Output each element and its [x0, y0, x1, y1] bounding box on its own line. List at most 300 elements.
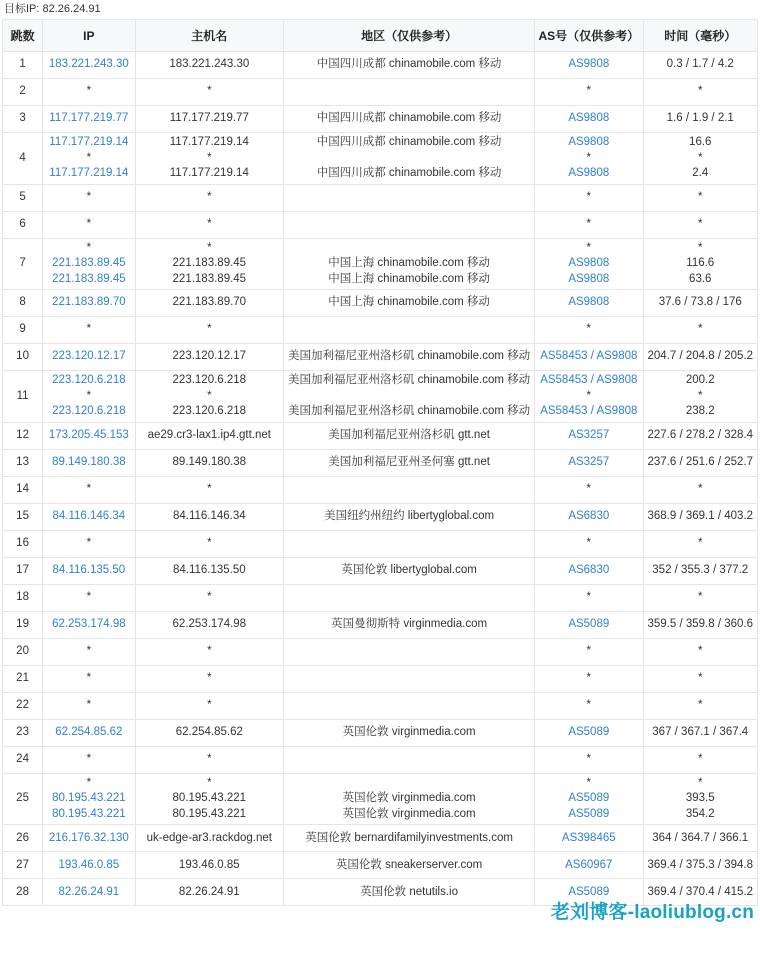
cell-region — [284, 211, 535, 238]
cell-ip-line: 80.195.43.221 — [52, 807, 126, 820]
cell-hop: 11 — [3, 371, 43, 423]
cell-hostname — [135, 184, 284, 211]
cell-ip-line: 223.120.6.218 — [52, 405, 126, 418]
table-header — [3, 20, 758, 52]
cell-hostname — [135, 79, 284, 106]
cell-time-line: * — [698, 536, 703, 549]
cell-ip-line: 62.253.174.98 — [52, 617, 126, 630]
cell-hostname-line: * — [207, 217, 212, 230]
cell-asn-line: AS9808 — [568, 112, 610, 125]
cell-region — [284, 879, 535, 906]
cell-asn — [535, 638, 643, 665]
cell-asn — [535, 449, 643, 476]
cell-asn — [535, 371, 643, 423]
cell-hostname — [135, 449, 284, 476]
cell-region-line: 美国加利福尼亚州圣何塞 gtt.net — [328, 455, 490, 468]
cell-ip — [43, 852, 135, 879]
cell-time — [643, 449, 758, 476]
cell-region-line: 美国加利福尼亚州洛杉矶 chinamobile.com 移动 — [287, 350, 531, 363]
cell-time-line: 227.6 / 278.2 / 328.4 — [647, 428, 753, 441]
cell-time-line: 368.9 / 369.1 / 403.2 — [647, 509, 753, 522]
cell-asn — [535, 133, 643, 185]
table-row — [3, 825, 758, 852]
cell-ip-line: * — [86, 536, 92, 549]
cell-ip-line: 82.26.24.91 — [58, 885, 120, 898]
column-header-asn: AS号（仅供参考） — [535, 20, 643, 52]
cell-time-line: 37.6 / 73.8 / 176 — [658, 296, 742, 309]
cell-ip — [43, 692, 135, 719]
cell-ip-line: 216.176.32.130 — [48, 831, 129, 844]
table-row — [3, 79, 758, 106]
cell-ip-line: 223.120.12.17 — [52, 350, 126, 363]
cell-ip — [43, 825, 135, 852]
table-row — [3, 638, 758, 665]
cell-time-line: 237.6 / 251.6 / 252.7 — [647, 455, 753, 468]
cell-hop: 5 — [3, 184, 43, 211]
cell-hostname-line: 221.183.89.45 — [172, 272, 247, 285]
cell-region-line: 中国四川成都 chinamobile.com 移动 — [316, 112, 502, 125]
cell-region — [284, 52, 535, 79]
cell-ip — [43, 133, 135, 185]
cell-ip — [43, 773, 135, 825]
cell-time — [643, 476, 758, 503]
cell-hop: 9 — [3, 317, 43, 344]
cell-time — [643, 773, 758, 825]
cell-time — [643, 692, 758, 719]
cell-asn — [535, 665, 643, 692]
cell-ip-line: 183.221.243.30 — [48, 58, 129, 71]
cell-ip — [43, 638, 135, 665]
cell-time-line: 116.6 — [686, 257, 715, 270]
cell-asn-line: * — [586, 241, 592, 254]
cell-ip — [43, 184, 135, 211]
cell-hop: 19 — [3, 611, 43, 638]
cell-hostname-line: * — [207, 190, 212, 203]
cell-time — [643, 503, 758, 530]
cell-asn-line: * — [586, 323, 592, 336]
cell-asn — [535, 317, 643, 344]
table-row — [3, 503, 758, 530]
cell-hostname — [135, 692, 284, 719]
cell-hostname-line: 221.183.89.45 — [172, 257, 247, 270]
cell-region-line: 中国上海 chinamobile.com 移动 — [328, 296, 490, 309]
cell-region — [284, 371, 535, 423]
cell-time-line: 393.5 — [685, 792, 715, 805]
cell-time-line: 369.4 / 370.4 / 415.2 — [647, 885, 753, 898]
cell-time-line: * — [698, 590, 703, 603]
cell-asn-line: AS60967 — [565, 858, 613, 871]
watermark: 老刘博客-laoliublog.cn — [550, 902, 754, 923]
cell-region-line: 英国曼彻斯特 virginmedia.com — [331, 617, 488, 630]
cell-asn-line: AS5089 — [568, 792, 610, 805]
cell-asn-line: * — [586, 776, 592, 789]
table-row — [3, 184, 758, 211]
cell-hostname — [135, 371, 284, 423]
cell-hop: 3 — [3, 106, 43, 133]
cell-hostname — [135, 719, 284, 746]
cell-hostname-line: 84.116.135.50 — [172, 563, 246, 576]
cell-ip-line: * — [86, 752, 92, 765]
cell-region-line: 中国四川成都 chinamobile.com 移动 — [316, 58, 502, 71]
cell-hostname — [135, 746, 284, 773]
cell-ip-line: * — [86, 776, 92, 789]
cell-asn — [535, 476, 643, 503]
cell-hop: 14 — [3, 476, 43, 503]
cell-time — [643, 211, 758, 238]
cell-asn-line: * — [586, 217, 592, 230]
cell-time — [643, 290, 758, 317]
cell-time-line: 367 / 367.1 / 367.4 — [652, 725, 749, 738]
cell-time-line: * — [698, 752, 703, 765]
cell-hostname — [135, 503, 284, 530]
cell-hop: 25 — [3, 773, 43, 825]
cell-time — [643, 879, 758, 906]
cell-hostname-line: 62.253.174.98 — [172, 617, 247, 630]
table-row — [3, 422, 758, 449]
cell-hop: 13 — [3, 449, 43, 476]
cell-ip — [43, 79, 135, 106]
table-row — [3, 530, 758, 557]
cell-time — [643, 79, 758, 106]
cell-ip — [43, 422, 135, 449]
cell-ip — [43, 476, 135, 503]
cell-asn-line: AS6830 — [568, 509, 610, 522]
cell-time-line: 238.2 — [685, 405, 715, 418]
cell-hostname-line: 80.195.43.221 — [172, 807, 247, 820]
table-row — [3, 52, 758, 79]
cell-time — [643, 317, 758, 344]
table-row — [3, 719, 758, 746]
cell-region-line: 中国四川成都 chinamobile.com 移动 — [316, 167, 502, 180]
cell-hostname-line: 193.46.0.85 — [178, 858, 240, 871]
cell-hostname-line: * — [207, 698, 212, 711]
cell-region — [284, 557, 535, 584]
cell-hostname-line: * — [207, 151, 212, 164]
cell-ip-line: * — [86, 241, 92, 254]
cell-region — [284, 503, 535, 530]
cell-hostname — [135, 106, 284, 133]
table-row — [3, 371, 758, 423]
cell-hostname-line: 183.221.243.30 — [169, 58, 250, 71]
cell-region — [284, 773, 535, 825]
cell-ip — [43, 665, 135, 692]
cell-hop: 28 — [3, 879, 43, 906]
cell-hop: 10 — [3, 344, 43, 371]
cell-time-line: * — [698, 151, 703, 164]
cell-asn — [535, 503, 643, 530]
cell-ip-line: 193.46.0.85 — [58, 858, 120, 871]
cell-hostname-line: * — [207, 590, 212, 603]
table-row — [3, 557, 758, 584]
cell-asn-line: AS6830 — [568, 563, 610, 576]
cell-region — [284, 825, 535, 852]
cell-time-line: 0.3 / 1.7 / 4.2 — [666, 58, 734, 71]
cell-hop: 1 — [3, 52, 43, 79]
cell-hostname — [135, 211, 284, 238]
cell-hostname-line: 82.26.24.91 — [178, 885, 240, 898]
cell-region — [284, 422, 535, 449]
cell-hop: 8 — [3, 290, 43, 317]
cell-asn-line: AS9808 — [568, 272, 610, 285]
cell-region-line: 英国伦敦 netutils.io — [360, 885, 458, 898]
cell-asn — [535, 692, 643, 719]
cell-time-line: * — [698, 776, 703, 789]
cell-ip — [43, 344, 135, 371]
cell-ip-line: 117.177.219.77 — [49, 112, 129, 125]
cell-hostname — [135, 584, 284, 611]
cell-hostname-line: 117.177.219.14 — [169, 136, 249, 149]
cell-time-line: 352 / 355.3 / 377.2 — [652, 563, 749, 576]
cell-time — [643, 852, 758, 879]
cell-hop: 20 — [3, 638, 43, 665]
cell-region-line: 中国上海 chinamobile.com 移动 — [328, 272, 490, 285]
cell-time-line: * — [698, 698, 703, 711]
cell-asn — [535, 530, 643, 557]
cell-region — [284, 530, 535, 557]
cell-ip-line: 84.116.146.34 — [52, 509, 126, 522]
cell-hostname-line: 80.195.43.221 — [172, 792, 247, 805]
column-header-region: 地区（仅供参考） — [284, 20, 535, 52]
cell-hostname-line: * — [207, 323, 212, 336]
cell-region-line: 英国伦敦 libertyglobal.com — [341, 563, 477, 576]
cell-ip — [43, 503, 135, 530]
cell-time-line: 63.6 — [689, 272, 712, 285]
cell-asn — [535, 290, 643, 317]
table-row — [3, 852, 758, 879]
cell-hostname — [135, 290, 284, 317]
cell-hostname — [135, 422, 284, 449]
table-row — [3, 746, 758, 773]
cell-time — [643, 665, 758, 692]
cell-ip-line: * — [86, 85, 92, 98]
cell-asn-line: * — [586, 536, 592, 549]
cell-ip-line: 221.183.89.45 — [52, 257, 126, 270]
cell-region — [284, 290, 535, 317]
table-row — [3, 879, 758, 906]
cell-asn — [535, 79, 643, 106]
cell-time — [643, 422, 758, 449]
column-header-hop: 跳数 — [3, 20, 43, 52]
cell-ip — [43, 211, 135, 238]
cell-hop: 21 — [3, 665, 43, 692]
cell-time-line: 204.7 / 204.8 / 205.2 — [647, 350, 753, 363]
cell-hostname — [135, 238, 284, 290]
cell-asn-line: * — [586, 85, 592, 98]
cell-ip-line: 117.177.219.14 — [49, 167, 129, 180]
cell-time-line: * — [698, 482, 703, 495]
cell-time-line: * — [698, 190, 703, 203]
cell-time — [643, 133, 758, 185]
cell-hop: 7 — [3, 238, 43, 290]
cell-ip — [43, 52, 135, 79]
cell-hop: 16 — [3, 530, 43, 557]
cell-time — [643, 638, 758, 665]
cell-asn-line: AS9808 — [568, 296, 610, 309]
cell-ip — [43, 746, 135, 773]
cell-hostname-line: uk-edge-ar3.rackdog.net — [146, 831, 272, 844]
cell-region-line: 英国伦敦 bernardifamilyinvestments.com — [305, 831, 513, 844]
column-header-time: 时间（毫秒） — [643, 20, 758, 52]
cell-region-line: 英国伦敦 sneakerserver.com — [335, 858, 483, 871]
cell-region-line: 英国伦敦 virginmedia.com — [342, 792, 476, 805]
table-row — [3, 476, 758, 503]
cell-time-line: 364 / 364.7 / 366.1 — [652, 831, 749, 844]
cell-asn-line: * — [586, 389, 592, 402]
cell-region — [284, 449, 535, 476]
cell-region-line — [286, 151, 532, 167]
cell-hostname — [135, 638, 284, 665]
traceroute-table — [2, 19, 758, 906]
cell-hostname — [135, 317, 284, 344]
cell-time — [643, 184, 758, 211]
cell-time-line: * — [698, 671, 703, 684]
cell-asn-line: AS5089 — [568, 725, 610, 738]
cell-hostname — [135, 825, 284, 852]
cell-hostname-line: * — [207, 671, 212, 684]
cell-time — [643, 825, 758, 852]
cell-region-line — [286, 389, 532, 405]
cell-region — [284, 692, 535, 719]
table-row — [3, 611, 758, 638]
cell-region — [284, 852, 535, 879]
cell-hostname-line: * — [207, 752, 212, 765]
cell-time-line: 200.2 — [685, 374, 715, 387]
cell-asn — [535, 344, 643, 371]
cell-time-line: 1.6 / 1.9 / 2.1 — [666, 112, 734, 125]
cell-asn-line: AS58453 / AS9808 — [540, 374, 638, 387]
cell-asn — [535, 106, 643, 133]
cell-time — [643, 530, 758, 557]
cell-region-line: 英国伦敦 virginmedia.com — [342, 725, 476, 738]
cell-ip — [43, 557, 135, 584]
cell-ip-line: 221.183.89.45 — [52, 272, 126, 285]
cell-asn-line: AS3257 — [568, 455, 610, 468]
cell-region — [284, 317, 535, 344]
cell-time-line: 2.4 — [692, 167, 709, 180]
cell-time-line: * — [698, 85, 703, 98]
cell-hostname-line: ae29.cr3-lax1.ip4.gtt.net — [147, 428, 271, 441]
cell-asn-line: * — [586, 752, 592, 765]
cell-ip-line: * — [86, 151, 92, 164]
cell-time — [643, 371, 758, 423]
table-header-row — [3, 20, 758, 52]
cell-region — [284, 106, 535, 133]
cell-ip-line: 89.149.180.38 — [52, 455, 126, 468]
cell-time — [643, 238, 758, 290]
cell-asn-line: AS9808 — [568, 257, 610, 270]
cell-hostname-line: 62.254.85.62 — [175, 725, 243, 738]
cell-asn — [535, 879, 643, 906]
cell-ip — [43, 106, 135, 133]
cell-hostname-line: 223.120.12.17 — [172, 350, 247, 363]
cell-ip-line: * — [86, 671, 92, 684]
cell-ip — [43, 449, 135, 476]
cell-hostname — [135, 52, 284, 79]
cell-hostname — [135, 852, 284, 879]
table-row — [3, 344, 758, 371]
cell-ip-line: * — [86, 217, 92, 230]
cell-hostname-line: * — [207, 85, 212, 98]
table-row — [3, 106, 758, 133]
cell-hostname — [135, 773, 284, 825]
cell-ip-line: 223.120.6.218 — [52, 374, 126, 387]
cell-hostname-line: * — [207, 536, 212, 549]
cell-time-line: 354.2 — [685, 807, 715, 820]
cell-time-line: * — [698, 217, 703, 230]
cell-region-line: 美国加利福尼亚州洛杉矶 gtt.net — [328, 428, 490, 441]
cell-ip — [43, 719, 135, 746]
cell-asn-line: AS398465 — [561, 831, 616, 844]
cell-hop: 26 — [3, 825, 43, 852]
cell-ip-line: * — [86, 698, 92, 711]
cell-region — [284, 476, 535, 503]
cell-asn — [535, 557, 643, 584]
cell-region-line — [286, 241, 532, 257]
cell-hostname — [135, 611, 284, 638]
cell-region-line: 中国上海 chinamobile.com 移动 — [328, 257, 490, 270]
cell-hop: 4 — [3, 133, 43, 185]
table-row — [3, 238, 758, 290]
cell-asn-line: * — [586, 698, 592, 711]
cell-hostname-line: * — [207, 776, 212, 789]
table-row — [3, 211, 758, 238]
cell-region-line: 美国加利福尼亚州洛杉矶 chinamobile.com 移动 — [287, 374, 531, 387]
cell-time — [643, 106, 758, 133]
cell-time — [643, 52, 758, 79]
cell-region-line: 美国加利福尼亚州洛杉矶 chinamobile.com 移动 — [287, 405, 531, 418]
cell-hostname — [135, 879, 284, 906]
cell-ip — [43, 371, 135, 423]
cell-ip-line: * — [86, 590, 92, 603]
cell-ip-line: * — [86, 644, 92, 657]
cell-ip-line: * — [86, 190, 92, 203]
cell-ip-line: * — [86, 389, 92, 402]
target-ip-label: 目标IP: 82.26.24.91 — [4, 3, 101, 15]
cell-ip-line: 62.254.85.62 — [55, 725, 123, 738]
cell-hostname — [135, 557, 284, 584]
cell-asn-line: * — [586, 151, 592, 164]
cell-hostname-line: 223.120.6.218 — [172, 374, 247, 387]
cell-ip — [43, 611, 135, 638]
cell-asn — [535, 825, 643, 852]
cell-hostname — [135, 530, 284, 557]
cell-hostname — [135, 665, 284, 692]
cell-asn-line: AS5089 — [568, 617, 610, 630]
cell-region — [284, 184, 535, 211]
cell-asn-line: AS9808 — [568, 58, 610, 71]
cell-hop: 27 — [3, 852, 43, 879]
table-row — [3, 449, 758, 476]
cell-ip-line: 84.116.135.50 — [52, 563, 126, 576]
cell-asn-line: AS5089 — [568, 807, 610, 820]
cell-ip-line: * — [86, 482, 92, 495]
table-row — [3, 773, 758, 825]
cell-hop: 17 — [3, 557, 43, 584]
table-row — [3, 584, 758, 611]
cell-ip — [43, 238, 135, 290]
cell-asn — [535, 584, 643, 611]
cell-region — [284, 746, 535, 773]
cell-hostname-line: * — [207, 482, 212, 495]
cell-hostname-line: * — [207, 389, 212, 402]
cell-hop: 22 — [3, 692, 43, 719]
cell-asn — [535, 773, 643, 825]
cell-time — [643, 746, 758, 773]
cell-asn-line: * — [586, 482, 592, 495]
cell-asn — [535, 746, 643, 773]
cell-hostname-line: 117.177.219.14 — [169, 167, 249, 180]
cell-asn-line: AS58453 / AS9808 — [540, 405, 638, 418]
